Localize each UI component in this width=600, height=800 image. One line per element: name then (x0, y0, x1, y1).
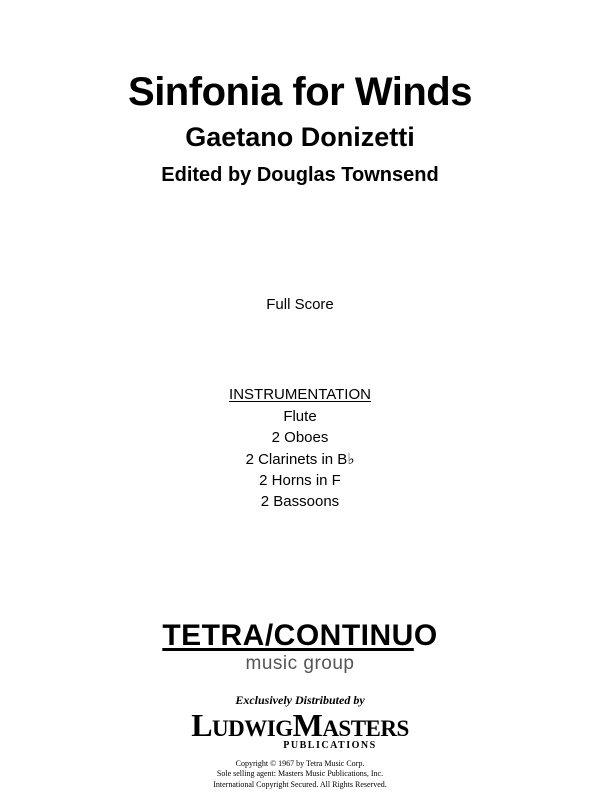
copyright-notice (0, 759, 600, 791)
distributor-name-udwig: UDWIG (212, 715, 293, 741)
copyright-line: International Copyright Secured. All Rights Reserved. (213, 780, 387, 790)
distributor-name-asters: ASTERS (322, 715, 409, 741)
composer-name: Gaetano Donizetti (185, 122, 415, 152)
publisher-imprint-subtitle: music group (245, 652, 355, 674)
instrumentation-list (0, 406, 600, 512)
distributor-sublabel: PUBLICATIONS (283, 739, 377, 751)
list-item: 2 Oboes (271, 429, 329, 447)
publisher-imprint (0, 620, 600, 652)
copyright-line: Sole selling agent: Masters Music Publications, Inc. (216, 769, 384, 779)
distributor-name (191, 707, 409, 743)
editor-credit: Edited by Douglas Townsend (161, 164, 439, 187)
list-item-label: 2 Clarinets in B (245, 450, 348, 468)
distributor-logo (0, 706, 600, 751)
distributor-note: Exclusively Distributed by (235, 692, 365, 707)
distributor-name-l: L (191, 706, 213, 743)
instrumentation-section (0, 386, 600, 512)
distributor-name-m: M (292, 706, 323, 743)
list-item: 2 Bassoons (260, 493, 340, 511)
score-type: Full Score (266, 296, 334, 313)
copyright-line: Copyright © 1967 by Tetra Music Corp. (235, 758, 365, 768)
list-item (0, 449, 600, 470)
list-item: Flute (283, 408, 317, 425)
publisher-block (0, 620, 600, 791)
title-block (0, 70, 600, 187)
flat-symbol-icon: ♭ (347, 449, 355, 468)
instrumentation-heading: INSTRUMENTATION (229, 386, 371, 403)
publisher-imprint-main: TETRA/CONTINU (162, 619, 414, 652)
list-item: 2 Horns in F (259, 471, 341, 489)
publisher-imprint-tail: O (413, 619, 438, 652)
page-title: Sinfonia for Winds (128, 70, 472, 114)
